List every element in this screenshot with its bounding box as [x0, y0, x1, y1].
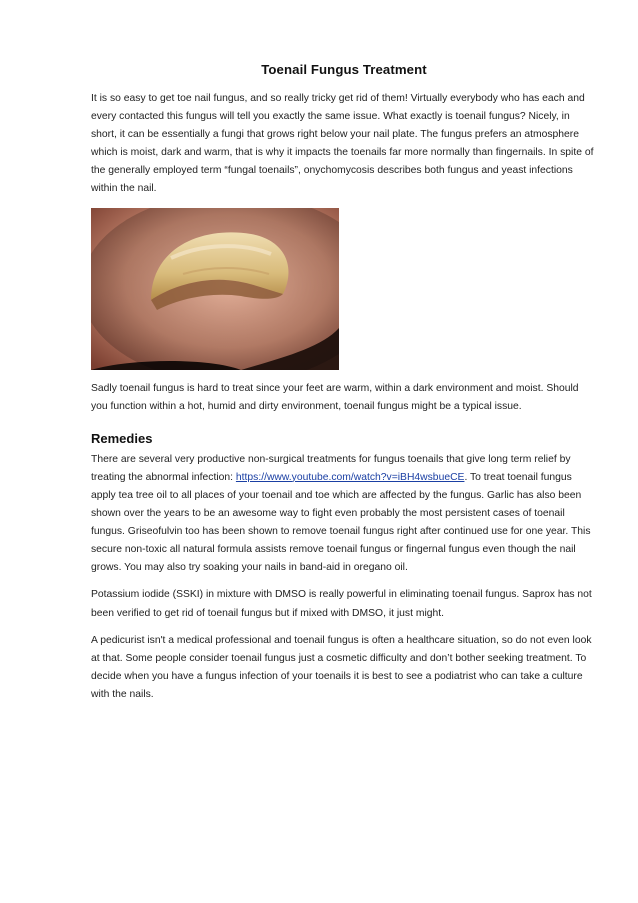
- toenail-photo: [91, 208, 339, 370]
- remedies-text-after-link: . To treat toenail fungus apply tea tree oil to all places of your toenail and toe which are affected by the fungus. Garlic has also been shown over the years to be an awesome way to fight even probably the most persistent cases of toenail fungus. Griseofulvin too has been shown to remove toenail fungus right after continued use for one year. This secure non-toxic all natural formula assists remove toenail fungus or fingernal fungus even though the nail grows. You may also try soaking your nails in band-aid in oregano oil.: [91, 471, 591, 574]
- youtube-link[interactable]: https://www.youtube.com/watch?v=iBH4wsbueCE: [235, 471, 465, 483]
- remedies-text-before-link: There are several very productive non-surgical treatments for fungus toenails that give long term relief by treating the abnormal infection:: [91, 453, 571, 483]
- remedies-heading: Remedies: [91, 430, 153, 446]
- document-body: [91, 62, 597, 713]
- remedies-paragraph-2: Potassium iodide (SSKI) in mixture with DMSO is really powerful in eliminating toenail fungus. Saprox has not been verified to get rid of toenail fungus but if mixed with DMSO, it just might.: [91, 589, 592, 619]
- after-image-paragraph: Sadly toenail fungus is hard to treat since your feet are warm, within a dark environment and moist. Should you function within a hot, humid and dirty environment, toenail fungus might be a typical issue.: [91, 382, 579, 412]
- page-title: Toenail Fungus Treatment: [261, 62, 427, 77]
- toenail-photo-graphic: [91, 208, 339, 370]
- intro-paragraph: It is so easy to get toe nail fungus, and so really tricky get rid of them! Virtually everybody who has each and every contacted this fungus will tell you exactly the same issue. What exactly is toenail fungus? Nicely, in short, it can be essentially a fungi that grows right below your nail plate. The fungus prefers an atmosphere which is moist, dark and warm, that is why it impacts the toenails far more normally than fingernails. In spite of the generally employed term “fungal toenails”, onychomycosis describes both fungus and yeast infections within the nail.: [91, 93, 594, 195]
- remedies-paragraph-3: A pedicurist isn't a medical professional and toenail fungus is often a healthcare situation, so do not even look at that. Some people consider toenail fungus just a cosmetic difficulty and don’t bother seeking treatment. To decide when you have a fungus infection of your toenails it is best to see a podiatrist who can take a culture with the nails.: [91, 634, 592, 700]
- remedies-paragraph-1: [91, 451, 597, 578]
